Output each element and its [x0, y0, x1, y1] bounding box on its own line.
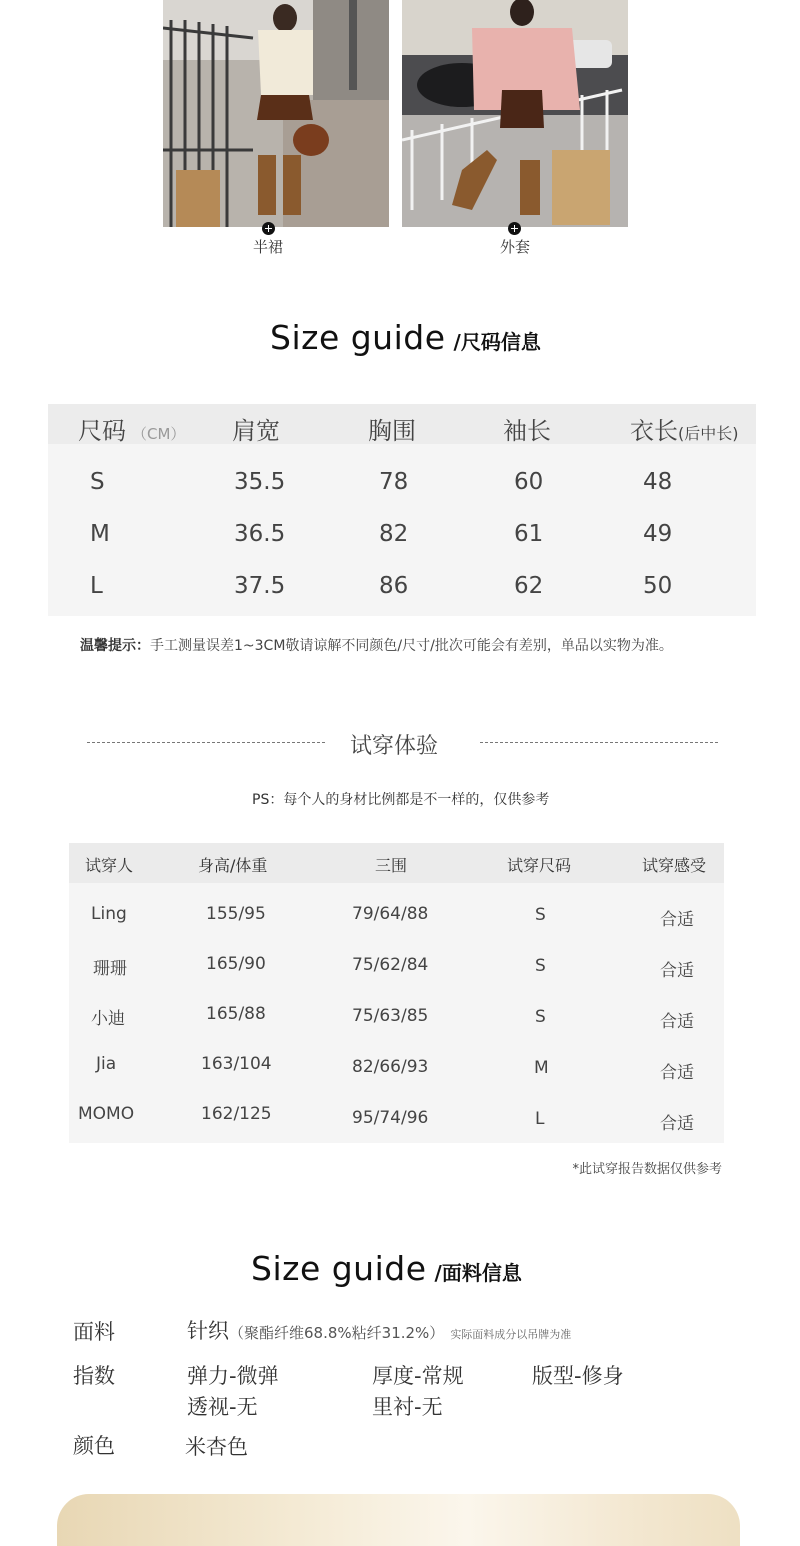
header-size: 尺码 （CM） [78, 417, 186, 445]
photo-label-coat: 外套 [499, 238, 530, 256]
header-chest: 胸围 [368, 417, 416, 445]
material-value: 针织（聚酯纤维68.8%粘纤31.2%） 实际面料成分以吊牌为准 [187, 1319, 572, 1343]
size-table-header [48, 404, 756, 444]
fabric-detail-image [57, 1494, 740, 1546]
photo-coat-outfit [402, 0, 628, 227]
header-sleeve: 袖长 [503, 417, 551, 445]
divider-right [480, 742, 718, 743]
tryon-table: 试穿人 身高/体重 三围 试穿尺码 试穿感受 Ling 155/95 79/64/88 S 合适 珊珊 165/90 75/62/84 S 合适 小迪 165/88 75/63/85 S 合适 Jia 163/104 82/66/93 M 合适 MOMO 162/125 95/74/96 L 合适 [69, 843, 724, 1143]
lining-value: 里衬-无 [372, 1395, 443, 1419]
size-guide-subtitle: /尺码信息 [453, 330, 541, 354]
index-label: 指数 [73, 1364, 115, 1388]
sheer-value: 透视-无 [187, 1395, 258, 1419]
measurement-tip [80, 635, 673, 655]
size-table: 尺码 （CM） 肩宽 胸围 袖长 衣长(后中长) S 35.5 78 60 48 M 36.5 82 61 49 L 37.5 86 62 50 [48, 404, 756, 616]
fabric-heading [251, 1249, 522, 1288]
material-label: 面料 [73, 1320, 115, 1344]
color-label: 颜色 [73, 1434, 115, 1458]
elasticity-value: 弹力-微弹 [187, 1364, 279, 1388]
photo-skirt-outfit [163, 0, 389, 227]
tip-text: 手工测量误差1~3CM敬请谅解不同颜色/尺寸/批次可能会有差别，单品以实物为准。 [150, 638, 673, 654]
thickness-value: 厚度-常规 [372, 1364, 464, 1388]
plus-icon[interactable] [262, 222, 275, 235]
plus-icon[interactable] [508, 222, 521, 235]
header-shoulder: 肩宽 [232, 417, 280, 445]
divider-left [87, 742, 325, 743]
fabric-title: Size guide [251, 1249, 427, 1288]
header-length: 衣长(后中长) [630, 417, 739, 445]
tip-label: 温馨提示： [80, 638, 150, 654]
tryon-table-header: 试穿人 身高/体重 三围 试穿尺码 试穿感受 [69, 843, 724, 883]
size-guide-title: Size guide [270, 318, 446, 357]
size-guide-heading [270, 318, 541, 357]
fit-value: 版型-修身 [532, 1364, 624, 1388]
photo-label-skirt: 半裙 [252, 238, 283, 256]
tryon-title: 试穿体验 [350, 734, 439, 759]
tryon-footnote: *此试穿报告数据仅供参考 [572, 1162, 722, 1177]
tryon-ps-note: PS：每个人的身材比例都是不一样的，仅供参考 [252, 792, 550, 808]
color-value: 米杏色 [185, 1435, 248, 1459]
fabric-subtitle: /面料信息 [434, 1261, 522, 1285]
